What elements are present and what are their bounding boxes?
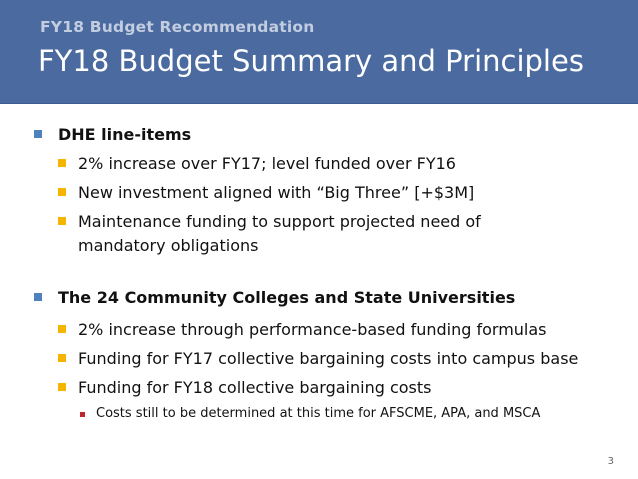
sub-bullet-text: Funding for FY18 collective bargaining costs	[78, 378, 432, 397]
square-bullet-icon	[34, 293, 42, 301]
slide-subtitle: FY18 Budget Recommendation	[40, 18, 315, 36]
sub-bullet-item	[58, 318, 547, 341]
bullet-label: The 24 Community Colleges and State Universities	[58, 288, 516, 307]
sub-bullet-item	[58, 152, 456, 175]
sub-sub-bullet-text: Costs still to be determined at this time for AFSCME, APA, and MSCA	[96, 406, 541, 421]
square-bullet-icon	[58, 383, 66, 391]
square-bullet-icon	[34, 130, 42, 138]
square-bullet-icon	[58, 188, 66, 196]
sub-bullet-text: Funding for FY17 collective bargaining costs into campus base	[78, 349, 579, 368]
sub-sub-bullet-item	[80, 406, 540, 421]
sub-bullet-item	[58, 210, 481, 233]
bullet-label: DHE line-items	[58, 125, 192, 144]
square-bullet-icon	[58, 217, 66, 225]
sub-bullet-item	[58, 347, 578, 370]
sub-bullet-text: New investment aligned with “Big Three” [+$3M]	[78, 183, 475, 202]
sub-bullet-text: 2% increase over FY17; level funded over FY16	[78, 154, 456, 173]
square-bullet-icon	[80, 412, 85, 417]
sub-bullet-text: mandatory obligations	[78, 236, 259, 255]
square-bullet-icon	[58, 325, 66, 333]
square-bullet-icon	[58, 354, 66, 362]
sub-bullet-item	[58, 181, 474, 204]
bullet-item	[34, 125, 191, 144]
square-bullet-icon	[58, 159, 66, 167]
bullet-item	[34, 288, 515, 307]
page-number: 3	[607, 456, 614, 467]
sub-bullet-text: Maintenance funding to support projected need of	[78, 212, 481, 231]
sub-bullet-text: 2% increase through performance-based funding formulas	[78, 320, 547, 339]
slide-title: FY18 Budget Summary and Principles	[38, 44, 584, 78]
sub-bullet-item	[58, 376, 432, 399]
sub-bullet-continuation	[78, 234, 258, 257]
